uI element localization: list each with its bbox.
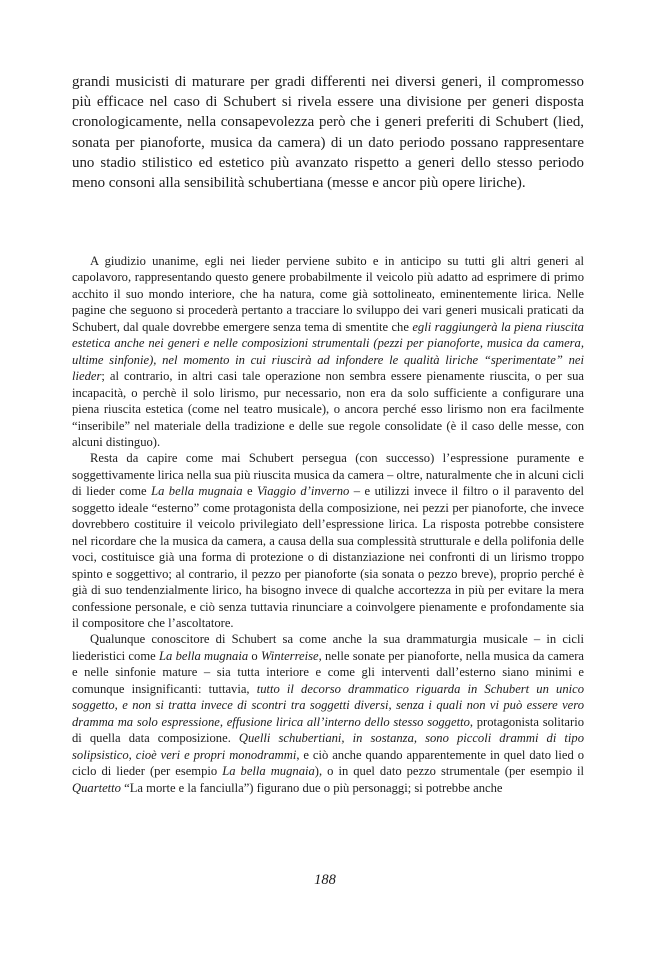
p3-title-quartetto: Quartetto xyxy=(72,780,121,795)
p1-text-c: ; al contrario, in altri casi tale operazione non sembra essere pienamente riuscita, o per sua incapacità, o perchè il solo lirismo, pur necessario, non era da solo sufficiente a configurare una piena riuscita estetica (come nel teatro musicale), o ancora perché esso lirismo non era facilmente “inseribile” nel materiale della tradizione e delle sue regole consolidate (è il caso delle messe, con alcuni distinguo). xyxy=(72,369,584,449)
p3-text-c: o xyxy=(248,648,261,663)
paragraph-3 xyxy=(72,631,584,796)
paragraph-2 xyxy=(72,450,584,631)
p3-text-k: ), o in quel dato pezzo strumentale (per esempio il xyxy=(314,764,584,779)
paragraph-1 xyxy=(72,253,584,450)
page-number: 188 xyxy=(314,872,336,888)
main-text xyxy=(72,253,584,796)
p3-text-e: , nelle sonate per pianoforte, nella musica da camera e nelle sinfonie mature – sia tutta interiore e come gli interventi dall’esterno siano minimi e comunque insignificanti: tuttavia, xyxy=(72,648,584,696)
p3-text-a: Qualunque conoscitore di Schubert sa come anche la sua drammaturgia musicale – in cicli liederistici come xyxy=(72,632,584,663)
p2-text-c: e xyxy=(242,484,257,499)
p1-text-a: A giudizio unanime, egli nei lieder perviene subito e in anticipo su tutti gli altri generi al capolavoro, rappresentando questo genere probabilmente il veicolo più adatto ad esprimere di primo acchito il suo mondo interiore, che ha natura, come già sottolineato, eminentemente lirica. Nelle pagine che seguono si procederà pertanto a tracciare lo sviluppo dei vari generi musicali praticati da Schubert, dal quale dovrebbe emergere senza tema di smentite che xyxy=(72,254,584,334)
p2-title-bella-mugnaia: La bella mugnaia xyxy=(151,484,243,499)
p1-italic-b: egli raggiungerà la piena riuscita estetica anche nei generi e nelle composizioni strumentali (pezzi per pianoforte, musica da camera, ultime sinfonie), nel momento in cui riuscirà ad infondere le qualità liriche “sperimentate” nei lieder xyxy=(72,319,584,384)
p3-italic-f: tutto il decorso drammatico riguarda in Schubert un unico soggetto, e non si tratta invece di scontri tra soggetti diversi, senza i quali non vi può essere vero dramma ma solo espressione, effusione lirica all’interno dello stesso soggetto xyxy=(72,681,585,729)
p2-text-a: Resta da capire come mai Schubert persegua (con successo) l’espressione puramente e soggettivamente lirica nella sua più riuscita musica da camera – oltre, naturalmente che in alcuni cicli di lieder come xyxy=(72,451,584,499)
p2-title-viaggio: Viaggio d’inverno xyxy=(257,484,350,499)
p3-title-bella-mugnaia: La bella mugnaia xyxy=(159,648,249,663)
p3-italic-h: Quelli schubertiani, in sostanza, sono piccoli drammi di tipo solipsistico, cioè veri e propri monodrammi xyxy=(72,731,584,762)
p3-title-winterreise: Winterreise xyxy=(260,648,319,663)
p3-text-m: “La morte e la fanciulla”) figurano due o più personaggi; si potrebbe anche xyxy=(120,780,503,795)
p3-text-g: , protagonista solitario di quella data composizione. xyxy=(72,714,584,746)
p3-text-i: , e ciò anche quando apparentemente in quel dato lied o ciclo di lieder (per esempio xyxy=(72,747,584,779)
p2-text-e: – e utilizzi invece il filtro o il paravento del soggetto ideale “esterno” come protagonista della composizione, nei pezzi per pianoforte, che invece dovrebbero costituire il veicolo privilegiato dell’espressione lirica. La risposta potrebbe consistere nel ricordare che la musica da camera, a causa della sua complessità strutturale e della polifonia delle voci, costituisce già una forma di protezione o di distanziazione nei confronti di un lirismo troppo spinto e soggettivo; al contrario, il pezzo per pianoforte (sia sonata o pezzo breve), proprio perché è già di suo tendenzialmente lirico, ha bisogno invece di qualche accortezza in più per evitare la mera confessione personale, e ciò senza tuttavia rinunciare a coinvolgere pienamente e profondamente sia il compositore che l’ascoltatore. xyxy=(72,484,585,630)
p3-title-bella-mugnaia-2: La bella mugnaia xyxy=(222,764,315,779)
intro-paragraph: grandi musicisti di maturare per gradi differenti nei diversi generi, il compromesso più efficace nel caso di Schubert si rivela essere una divisione per generi disposta cronologicamente, nella consapevolezza però che i generi preferiti di Schubert (lied, sonata per pianoforte, musica da camera) di un dato periodo possano rappresentare uno stadio stilistico ed estetico più avanzato rispetto a generi dello stesso periodo meno consoni alla sensibilità schubertiana (messe e ancor più opere liriche). xyxy=(72,74,584,192)
